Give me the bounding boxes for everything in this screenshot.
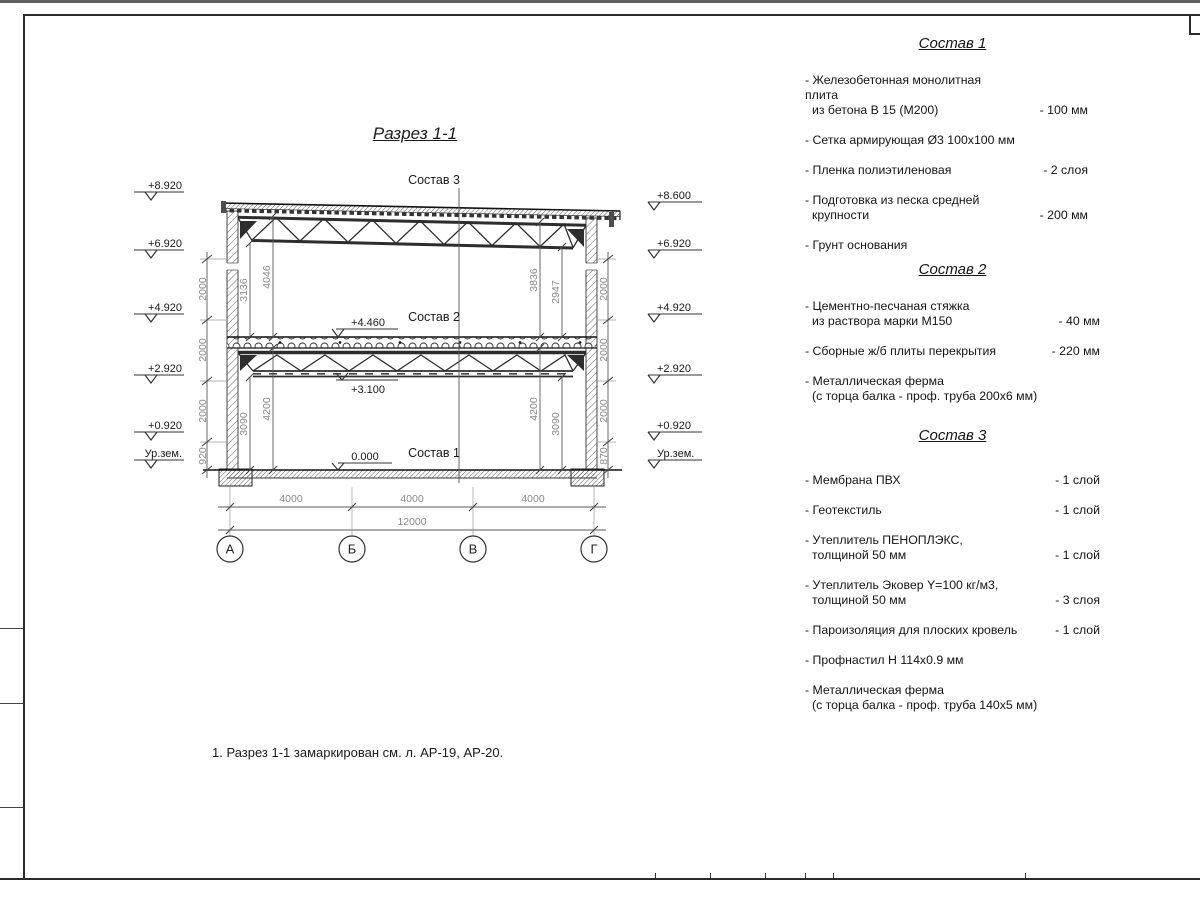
axis-label: Б — [347, 541, 357, 557]
svg-text:4000: 4000 — [521, 493, 545, 505]
svg-text:Ур.зем.: Ур.зем. — [657, 448, 695, 460]
svg-text:2000: 2000 — [598, 399, 610, 423]
sheet-frame-right-notch-h — [1189, 33, 1200, 35]
titleblock-tick — [710, 873, 711, 878]
svg-text:870: 870 — [598, 447, 610, 465]
titleblock-tick — [805, 873, 806, 878]
svg-text:2000: 2000 — [197, 399, 209, 423]
section-drawing — [0, 0, 780, 600]
spec-heading: Состав 2 — [918, 261, 987, 278]
spec-item: - Мембрана ПВХ - 1 слой — [805, 473, 1100, 487]
spec-block-sostav-2 — [805, 262, 1100, 419]
svg-text:4200: 4200 — [528, 397, 540, 421]
margin-cell-line — [0, 807, 23, 808]
spec-item: - Железобетонная монолитная плита из бетона В 15 (М200) - 100 мм — [805, 73, 1088, 117]
svg-text:+8.920: +8.920 — [148, 180, 182, 192]
dimension-ticks — [202, 212, 613, 534]
svg-text:4000: 4000 — [400, 493, 424, 505]
level-mark-floor — [332, 451, 392, 470]
ground-floor-slab — [203, 469, 622, 486]
svg-text:Ур.зем.: Ур.зем. — [144, 448, 182, 460]
svg-text:2000: 2000 — [598, 277, 610, 301]
spec-block-sostav-1 — [805, 36, 1100, 268]
spec-item: - Металлическая ферма (с торца балка - проф. труба 200х6 мм) — [805, 374, 1038, 403]
label-sostav-3: Состав 3 — [408, 173, 460, 187]
sheet-frame-bottom — [0, 878, 1200, 880]
sheet-note: 1. Разрез 1-1 замаркирован см. л. АР-19, АР-20. — [212, 745, 504, 760]
svg-text:4000: 4000 — [279, 493, 303, 505]
sheet-frame-right-notch — [1189, 14, 1191, 34]
axis-label: В — [468, 541, 478, 557]
svg-text:+6.920: +6.920 — [148, 238, 182, 250]
spec-item: - Пароизоляция для плоских кровель - 1 слой — [805, 623, 1100, 637]
svg-text:2947: 2947 — [550, 280, 562, 304]
lower-truss — [238, 353, 586, 377]
svg-text:+2.920: +2.920 — [657, 363, 691, 375]
spec-item: - Цементно-песчаная стяжка из раствора марки М150 - 40 мм — [805, 299, 1100, 328]
spec-block-sostav-3 — [805, 428, 1100, 728]
titleblock-tick — [765, 873, 766, 878]
dimension-texts — [197, 265, 610, 528]
svg-text:3136: 3136 — [238, 278, 250, 302]
upper-truss — [238, 217, 586, 248]
titleblock-tick — [833, 873, 834, 878]
svg-text:3090: 3090 — [550, 412, 562, 436]
label-sostav-2: Состав 2 — [408, 310, 460, 324]
axis-bubbles — [217, 536, 607, 562]
svg-text:3090: 3090 — [238, 412, 250, 436]
spec-item: - Утеплитель ПЕНОПЛЭКС, толщиной 50 мм - 1 слой — [805, 533, 1100, 562]
spec-item: - Утеплитель Эковер Y=100 кг/м3, толщиной 50 мм - 3 слоя — [805, 578, 1100, 607]
svg-text:+3.100: +3.100 — [351, 384, 385, 396]
spec-item: - Грунт основания — [805, 238, 908, 252]
elevation-marks-right — [648, 190, 702, 468]
spec-item: - Подготовка из песка средней крупности - 200 мм — [805, 193, 1088, 222]
svg-text:+0.920: +0.920 — [657, 420, 691, 432]
svg-text:920: 920 — [197, 447, 209, 465]
svg-text:+4.920: +4.920 — [148, 302, 182, 314]
spec-item: - Сетка армирующая Ø3 100х100 мм — [805, 133, 1015, 147]
spec-item: - Пленка полиэтиленовая - 2 слоя — [805, 163, 1088, 177]
label-sostav-1: Состав 1 — [408, 446, 460, 460]
level-mark-mid-slab — [332, 317, 398, 337]
spec-item: - Сборные ж/б плиты перекрытия - 220 мм — [805, 344, 1100, 358]
svg-text:+2.920: +2.920 — [148, 363, 182, 375]
svg-text:12000: 12000 — [397, 516, 427, 528]
spec-item: - Геотекстиль - 1 слой — [805, 503, 1100, 517]
margin-cell-line — [0, 703, 23, 704]
axis-label: А — [225, 541, 235, 557]
drawing-title: Разрез 1-1 — [372, 124, 458, 143]
svg-text:4046: 4046 — [261, 265, 273, 289]
spec-item: - Металлическая ферма (с торца балка - проф. труба 140х5 мм) — [805, 683, 1038, 712]
margin-cell-line — [0, 628, 23, 629]
svg-text:+0.920: +0.920 — [148, 420, 182, 432]
titleblock-tick — [1025, 873, 1026, 878]
spec-heading: Состав 3 — [918, 427, 987, 444]
svg-text:2000: 2000 — [197, 338, 209, 362]
svg-text:+4.460: +4.460 — [351, 317, 385, 329]
svg-text:0.000: 0.000 — [351, 451, 379, 463]
svg-text:+6.920: +6.920 — [657, 238, 691, 250]
svg-text:2000: 2000 — [598, 338, 610, 362]
spec-item: - Профнастил Н 114х0.9 мм — [805, 653, 964, 667]
svg-text:+8.600: +8.600 — [657, 190, 691, 202]
axis-label: Г — [590, 541, 598, 557]
titleblock-tick — [655, 873, 656, 878]
spec-heading: Состав 1 — [918, 35, 987, 52]
elevation-marks-left — [134, 180, 184, 468]
svg-text:4200: 4200 — [261, 397, 273, 421]
svg-text:3836: 3836 — [528, 268, 540, 292]
svg-text:2000: 2000 — [197, 277, 209, 301]
svg-text:+4.920: +4.920 — [657, 302, 691, 314]
